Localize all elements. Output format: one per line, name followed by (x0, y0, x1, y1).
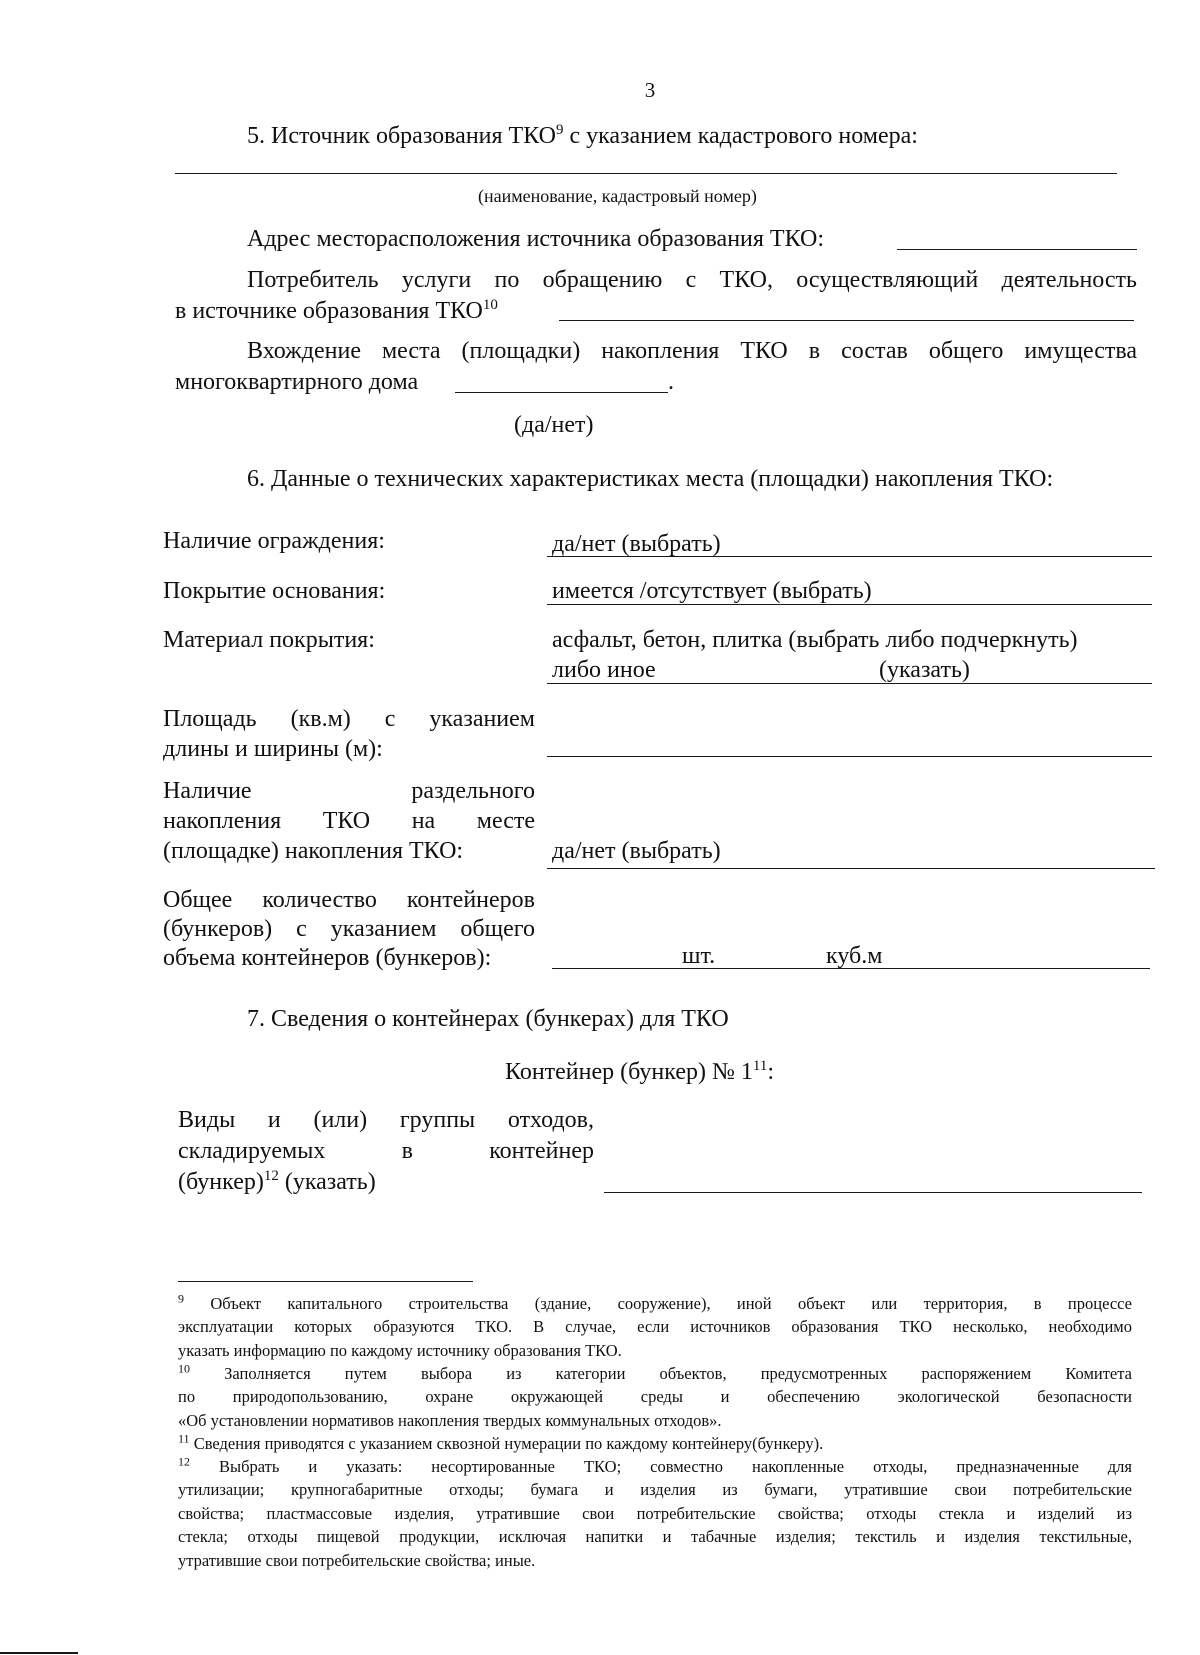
consumer-label-line2: в источнике образования ТКО$^{10}$ (175, 297, 498, 324)
area-underline[interactable] (547, 756, 1152, 757)
containers-label-line2: (бункеров) с указанием общего (163, 916, 535, 942)
footnote-separator (178, 1281, 473, 1282)
footnote-11: $^{11}$ Сведения приводятся с указанием сквозной нумерации по каждому контейнеру(бункеру). (178, 1431, 824, 1453)
containers-label-line3: объема контейнеров (бункеров): (163, 945, 492, 971)
base-label: Покрытие основания: (163, 578, 386, 604)
containers-unit-pcs: шт. (682, 943, 716, 969)
consumer-underline[interactable] (559, 320, 1134, 321)
separate-value[interactable]: да/нет (выбрать) (552, 838, 721, 864)
inclusion-label-line2: многоквартирного дома (175, 369, 419, 395)
waste-label-line3: (бункер)$^{12}$ (указать) (178, 1168, 376, 1195)
container-title: Контейнер (бункер) № $1^{11}$: (505, 1058, 774, 1085)
footnote-10: $^{10}$ Заполняется путем выбора из категории объектов, предусмотренных распоряжением Комитета по природопользованию, охране окружающей среды и обеспечению экологической безопасности «Об установлении нормативов накопления твердых коммунальных отходов». (178, 1361, 1132, 1430)
material-value-other[interactable]: либо иное (552, 657, 656, 683)
waste-label-line2: складируемых в контейнер (178, 1138, 594, 1164)
scan-edge-mark (0, 1652, 78, 1654)
fence-value[interactable]: да/нет (выбрать) (552, 531, 721, 557)
section5-title: 5. Источник образования ТКО$^9$ с указанием кадастрового номера: (247, 122, 918, 149)
cadastral-caption: (наименование, кадастровый номер) (478, 186, 757, 206)
inclusion-label-line1: Вхождение места (площадки) накопления ТКО в состав общего имущества (247, 338, 1137, 364)
waste-underline[interactable] (604, 1192, 1142, 1193)
containers-unit-volume: куб.м (826, 943, 883, 969)
inclusion-underline[interactable] (455, 392, 668, 393)
footnote-12: $^{12}$ Выбрать и указать: несортированные ТКО; совместно накопленные отходы, предназначенные для утилизации; крупногабаритные отходы; бумага и изделия из бумаги, утратившие свои потребительские свойства; пластмассовые изделия, утратившие свои потребительские свойства; отходы стекла и изделий из стекла; отходы пищевой продукции, исключая напитки и табачные изделия; текстиль и изделия текстильные, утратившие свои потребительские свойства; иные. (178, 1454, 1132, 1570)
area-label-line2: длины и ширины (м): (163, 736, 383, 762)
section7-title: 7. Сведения о контейнерах (бункерах) для ТКО (247, 1006, 729, 1032)
section6-title: 6. Данные о технических характеристиках места (площадки) накопления ТКО: (247, 466, 1054, 492)
fence-underline (547, 556, 1152, 557)
address-underline[interactable] (897, 249, 1137, 250)
fence-label: Наличие ограждения: (163, 528, 385, 554)
separate-underline (547, 868, 1155, 869)
material-value-line1[interactable]: асфальт, бетон, плитка (выбрать либо подчеркнуть) (552, 627, 1078, 653)
separate-label-line3: (площадке) накопления ТКО: (163, 838, 464, 864)
containers-label-line1: Общее количество контейнеров (163, 887, 535, 913)
area-label-line1: Площадь (кв.м) с указанием (163, 706, 535, 732)
page-number: 3 (644, 78, 656, 102)
footnote-9: $^9$ Объект капитального строительства (здание, сооружение), иной объект или территория, в процессе эксплуатации которых образуются ТКО. В случае, если источников образования ТКО несколько, необходимо указать информацию по каждому источнику образования ТКО. (178, 1291, 1132, 1360)
consumer-label-line1: Потребитель услуги по обращению с ТКО, осуществляющий деятельность (247, 267, 1137, 293)
material-underline (547, 683, 1152, 684)
waste-label-line1: Виды и (или) группы отходов, (178, 1107, 594, 1133)
yes-no-caption: (да/нет) (514, 412, 594, 438)
containers-underline[interactable] (552, 968, 1150, 969)
base-value[interactable]: имеется /отсутствует (выбрать) (552, 578, 872, 604)
material-value-specify: (указать) (879, 657, 970, 683)
separate-label-line1: Наличие раздельного (163, 778, 535, 804)
base-underline (547, 604, 1152, 605)
cadastral-underline[interactable] (175, 173, 1117, 174)
address-label: Адрес месторасположения источника образования ТКО: (247, 226, 824, 252)
separate-label-line2: накопления ТКО на месте (163, 808, 535, 834)
material-label: Материал покрытия: (163, 627, 375, 653)
inclusion-dot: . (668, 369, 674, 395)
